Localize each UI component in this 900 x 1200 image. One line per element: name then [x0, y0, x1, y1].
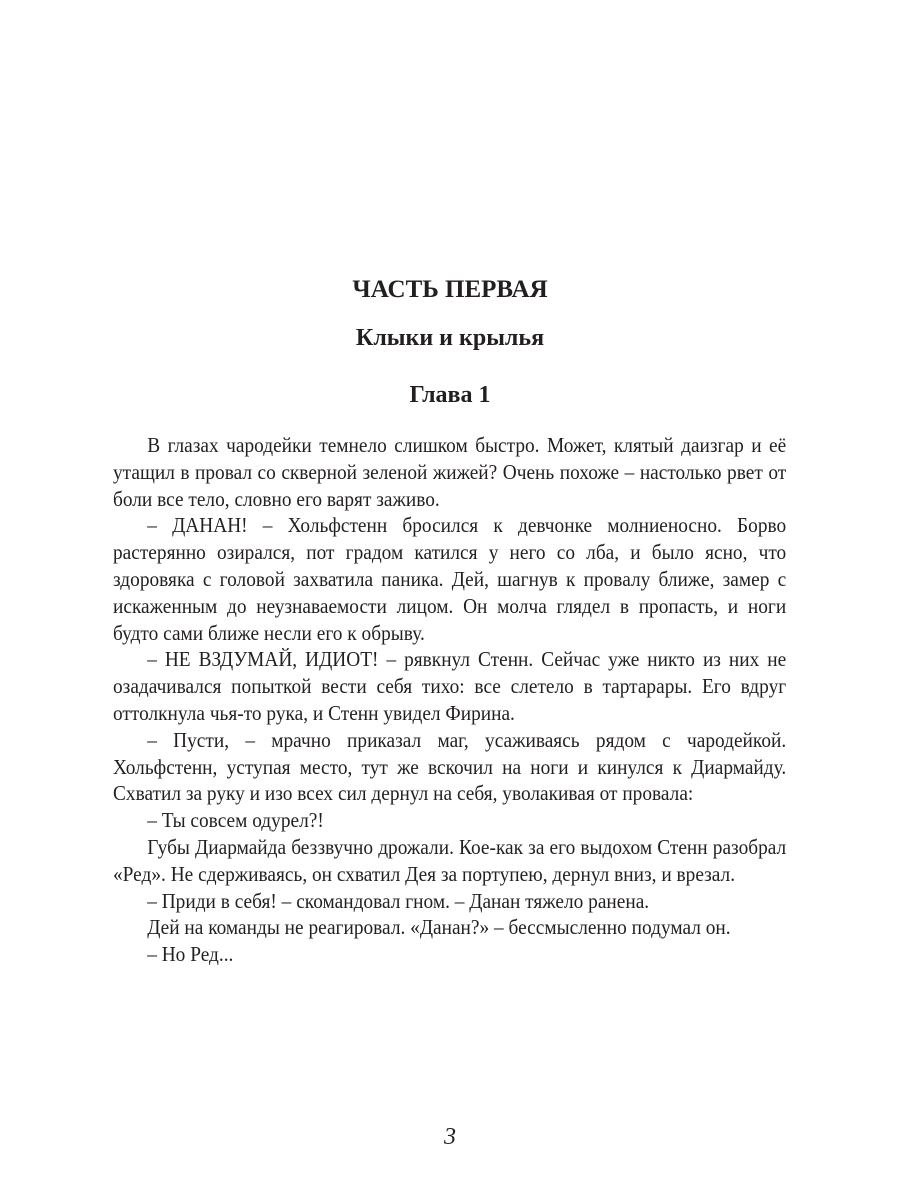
- paragraph: Дей на команды не реагировал. «Данан?» – бессмысленно подумал он.: [147, 915, 731, 940]
- page-number: 3: [444, 1124, 456, 1150]
- paragraph: – Пусти, – мрачно приказал маг, усаживаясь рядом с чародейкой. Хольфстенн, уступая место, тут же вскочил на ноги и кинулся к Диармайду. Схватил за руку и изо всех сил дернул на себя, уволакивая от провала:: [113, 727, 787, 806]
- chapter-body: [113, 432, 786, 968]
- paragraph: В глазах чародейки темнело слишком быстро. Может, клятый даизгар и её утащил в провал со скверной зеленой жижей? Очень похоже – настолько рвет от боли все тело, словно его варят заживо.: [113, 433, 787, 511]
- paragraph: – НЕ ВЗДУМАЙ, ИДИОТ! – рявкнул Стенн. Сейчас уже никто из них не озадачивался попыткой вести себя тихо: все слетело в тартарары. Его вдруг оттолкнула чья-то рука, и Стенн увидел Фирина.: [113, 647, 787, 725]
- part-subtitle: Клыки и крылья: [355, 325, 545, 351]
- paragraph: – Ты совсем одурел?!: [147, 808, 324, 833]
- paragraph: – Но Ред...: [147, 942, 234, 967]
- paragraph: – Приди в себя! – скомандовал гном. – Данан тяжело ранена.: [147, 888, 650, 913]
- paragraph: – ДАНАН! – Хольфстенн бросился к девчонке молниеносно. Борво растерянно озирался, пот градом катился у него со лба, и было ясно, что здоровяка с головой захватила паника. Дей, шагнув к провалу ближе, замер с искаженным до неузнаваемости лицом. Он молча глядел в пропасть, и ноги будто сами ближе несли его к обрыву.: [113, 513, 787, 645]
- paragraph: Губы Диармайда беззвучно дрожали. Кое-как за его выдохом Стенн разобрал «Ред». Не сдерживаясь, он схватил Дея за портупею, дернул вниз, и врезал.: [113, 834, 787, 886]
- chapter-title: Глава 1: [409, 382, 491, 408]
- part-title: ЧАСТЬ ПЕРВАЯ: [352, 276, 548, 303]
